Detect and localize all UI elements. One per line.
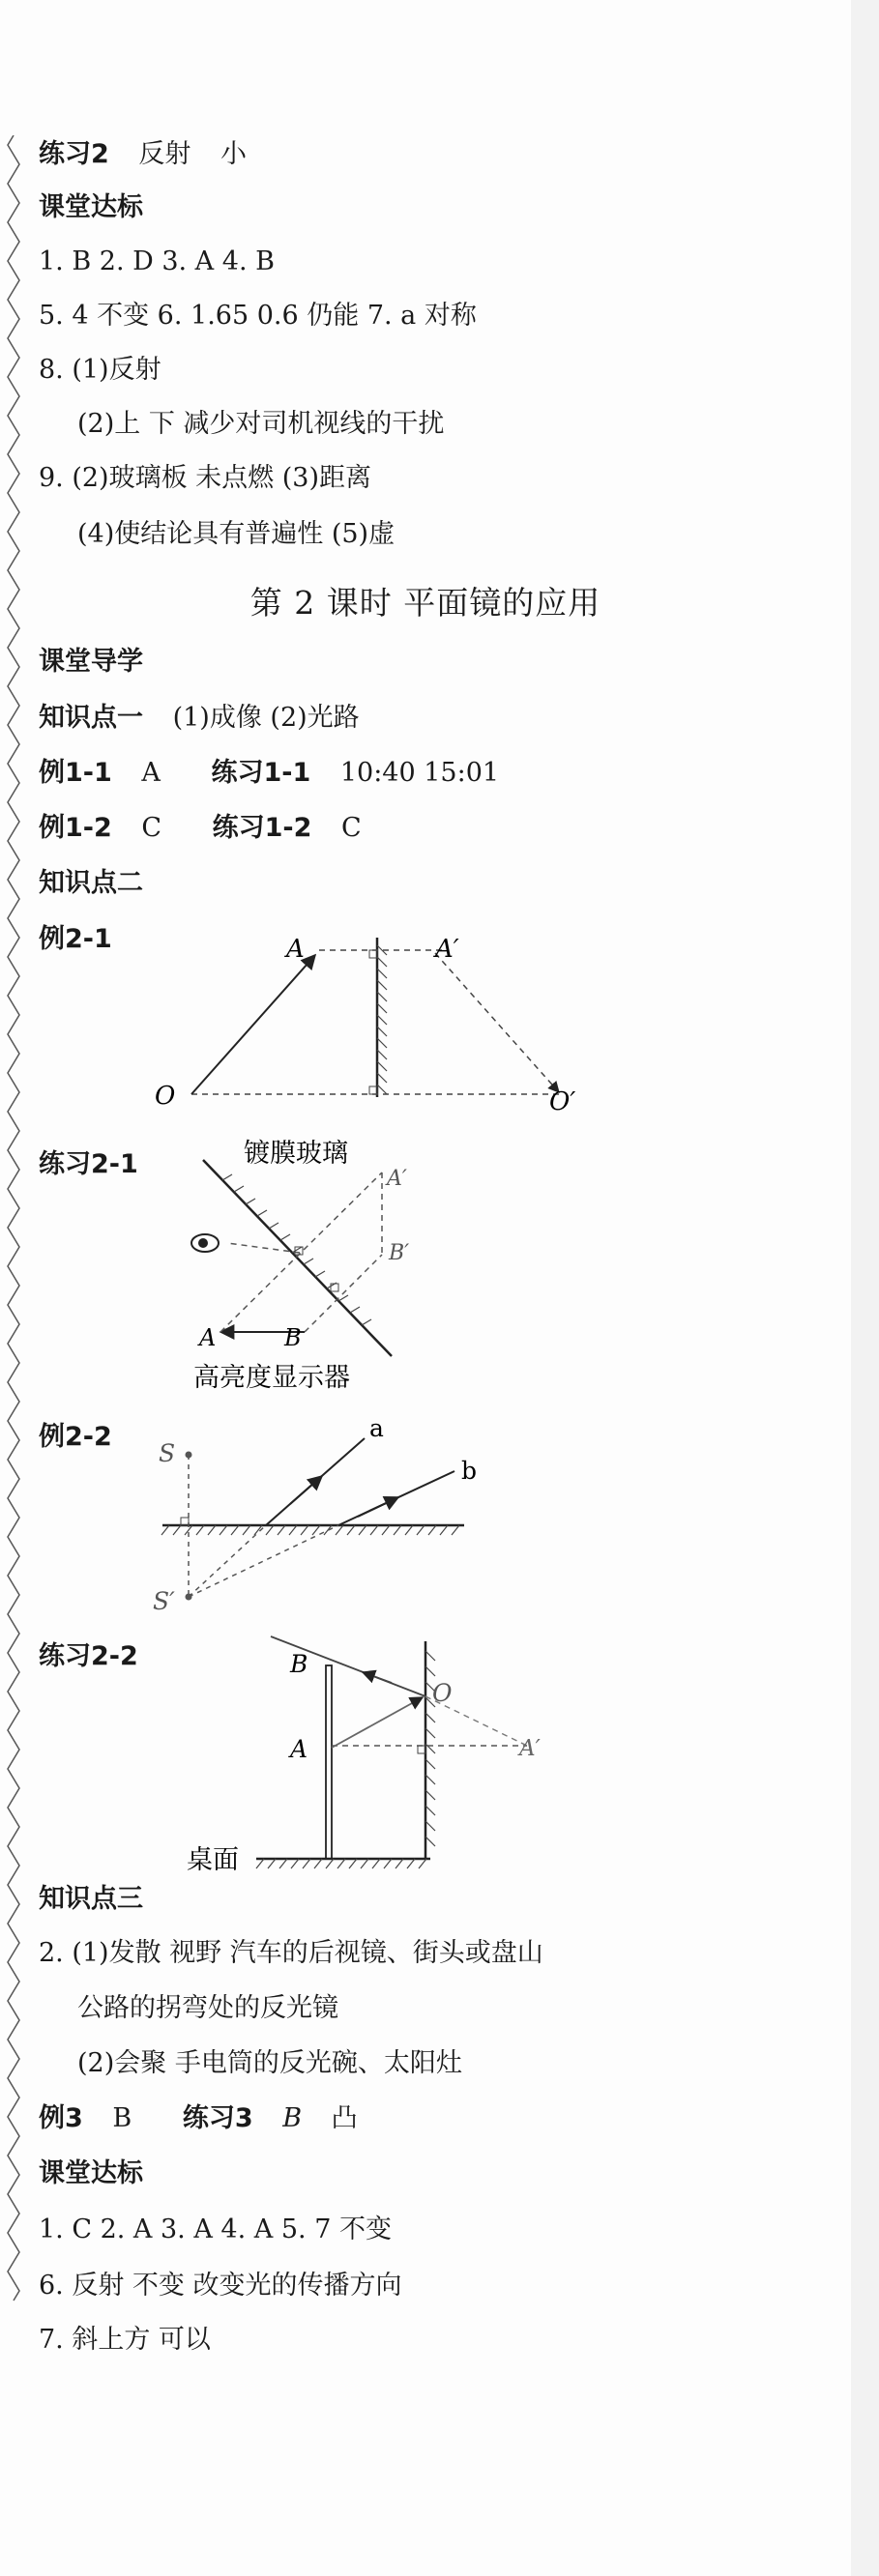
- example-1-1-label: 例1-1: [39, 758, 112, 788]
- ray-a-label: a: [369, 1414, 384, 1442]
- answer-row: 2. (1)发散 视野 汽车的后视镜、街头或盘山: [39, 1938, 543, 1968]
- glass-hatching: [222, 1174, 371, 1325]
- knowledge-point-3: 知识点三: [39, 1884, 143, 1914]
- example-1-2-label: 例1-2: [39, 813, 112, 843]
- page-margin: [851, 0, 879, 2576]
- example-3-label: 例3: [39, 2103, 83, 2133]
- point-A-label: A: [286, 935, 305, 964]
- reflected-ray-arrow: [363, 1672, 392, 1683]
- answer-row: 公路的拐弯处的反光镜: [77, 1993, 338, 2023]
- section-heading: 课堂达标: [39, 2158, 143, 2188]
- point-B-label: B: [284, 1324, 302, 1351]
- practice-1-1-answer: 10:40 15:01: [339, 758, 500, 788]
- section-heading: 课堂导学: [39, 647, 143, 677]
- point-A-label: A: [290, 1735, 308, 1763]
- answer-row: (2)上 下 减少对司机视线的干扰: [77, 409, 445, 439]
- practice-3-label: 练习3: [182, 2103, 253, 2133]
- kp1-text: (1)成像 (2)光路: [172, 703, 360, 733]
- image-ray: [435, 953, 559, 1092]
- mirror-hatching: [377, 945, 387, 1094]
- point-Oprime-label: O′: [549, 1087, 576, 1116]
- practice-2-1-diagram: [174, 1139, 464, 1409]
- example-1-2-line: [39, 812, 362, 845]
- eye-pupil: [198, 1238, 208, 1248]
- example-1-1-answer: A: [141, 758, 161, 788]
- mirror-hatching: [161, 1525, 459, 1535]
- point-O-label: O: [432, 1679, 453, 1707]
- section-heading: 课堂达标: [39, 192, 143, 222]
- practice-2-1-label: 练习2-1: [39, 1149, 138, 1179]
- example-2-2-label: 例2-2: [39, 1422, 112, 1452]
- point-O-label: O: [155, 1082, 176, 1111]
- example-3-line: [39, 2102, 358, 2135]
- desk-label: 桌面: [187, 1845, 239, 1873]
- desk-hatching: [256, 1859, 426, 1868]
- point-Aprime-label: A′: [387, 1167, 407, 1191]
- kp1-label: 知识点一: [39, 703, 143, 733]
- practice-3-answer2: 凸: [331, 2103, 358, 2133]
- point-Sprime-label: S′: [153, 1587, 175, 1615]
- practice2-answer2: 小: [220, 139, 247, 169]
- point-S-label: S: [159, 1439, 176, 1467]
- practice2-line: [39, 138, 247, 171]
- answer-row: (4)使结论具有普遍性 (5)虚: [77, 519, 396, 549]
- point-Bprime-label: B′: [389, 1241, 410, 1265]
- point-Aprime-label: A′: [435, 935, 459, 964]
- practice-1-2-label: 练习1-2: [212, 813, 312, 843]
- knowledge-point-1: [39, 702, 360, 735]
- practice-1-2-answer: C: [341, 813, 362, 843]
- answer-row: 7. 斜上方 可以: [39, 2325, 211, 2355]
- incident-ray: [191, 955, 315, 1094]
- ray-a-arrow: [290, 1476, 322, 1504]
- answer-row: 1. B 2. D 3. A 4. B: [39, 246, 275, 276]
- practice-3-answer1: B: [282, 2103, 303, 2133]
- ray-b-arrow: [358, 1497, 398, 1517]
- example-2-1-label: 例2-1: [39, 924, 112, 954]
- example-1-2-answer: C: [141, 813, 162, 843]
- example-2-2-diagram: [145, 1411, 513, 1624]
- practice-2-2-diagram: [179, 1632, 566, 1873]
- answer-row: 9. (2)玻璃板 未点燃 (3)距离: [39, 463, 371, 493]
- virtual-ray-a: [189, 1525, 266, 1597]
- practice-1-1-label: 练习1-1: [211, 758, 311, 788]
- coated-glass-label: 镀膜玻璃: [244, 1139, 348, 1169]
- answer-row: (2)会聚 手电筒的反光碗、太阳灶: [77, 2048, 462, 2078]
- practice-2-2-label: 练习2-2: [39, 1641, 138, 1671]
- example-3-answer: B: [112, 2103, 132, 2133]
- point-Aprime-label: A′: [519, 1736, 541, 1761]
- point-A-label: A: [199, 1324, 217, 1351]
- example-1-1-line: [39, 757, 499, 790]
- example-2-1-diagram: [145, 918, 629, 1121]
- board-AB: [326, 1665, 332, 1859]
- lesson-title: 第 2 课时 平面镜的应用: [249, 584, 601, 622]
- answer-row: 5. 4 不变 6. 1.65 0.6 仍能 7. a 对称: [39, 301, 477, 331]
- answer-row: 6. 反射 不变 改变光的传播方向: [39, 2271, 402, 2301]
- point-B-label: B: [290, 1650, 308, 1678]
- virtual-ray-b: [189, 1525, 338, 1597]
- answer-row: 1. C 2. A 3. A 4. A 5. 7 不变: [39, 2214, 392, 2244]
- binding-edge: [6, 135, 21, 2310]
- answer-row: 8. (1)反射: [39, 355, 161, 385]
- practice2-label: 练习2: [39, 139, 109, 169]
- ray-b-label: b: [461, 1457, 478, 1485]
- knowledge-point-2: 知识点二: [39, 868, 143, 898]
- practice2-answer1: 反射: [138, 139, 191, 169]
- display-label: 高亮度显示器: [193, 1363, 350, 1393]
- incident-ray: [332, 1697, 423, 1748]
